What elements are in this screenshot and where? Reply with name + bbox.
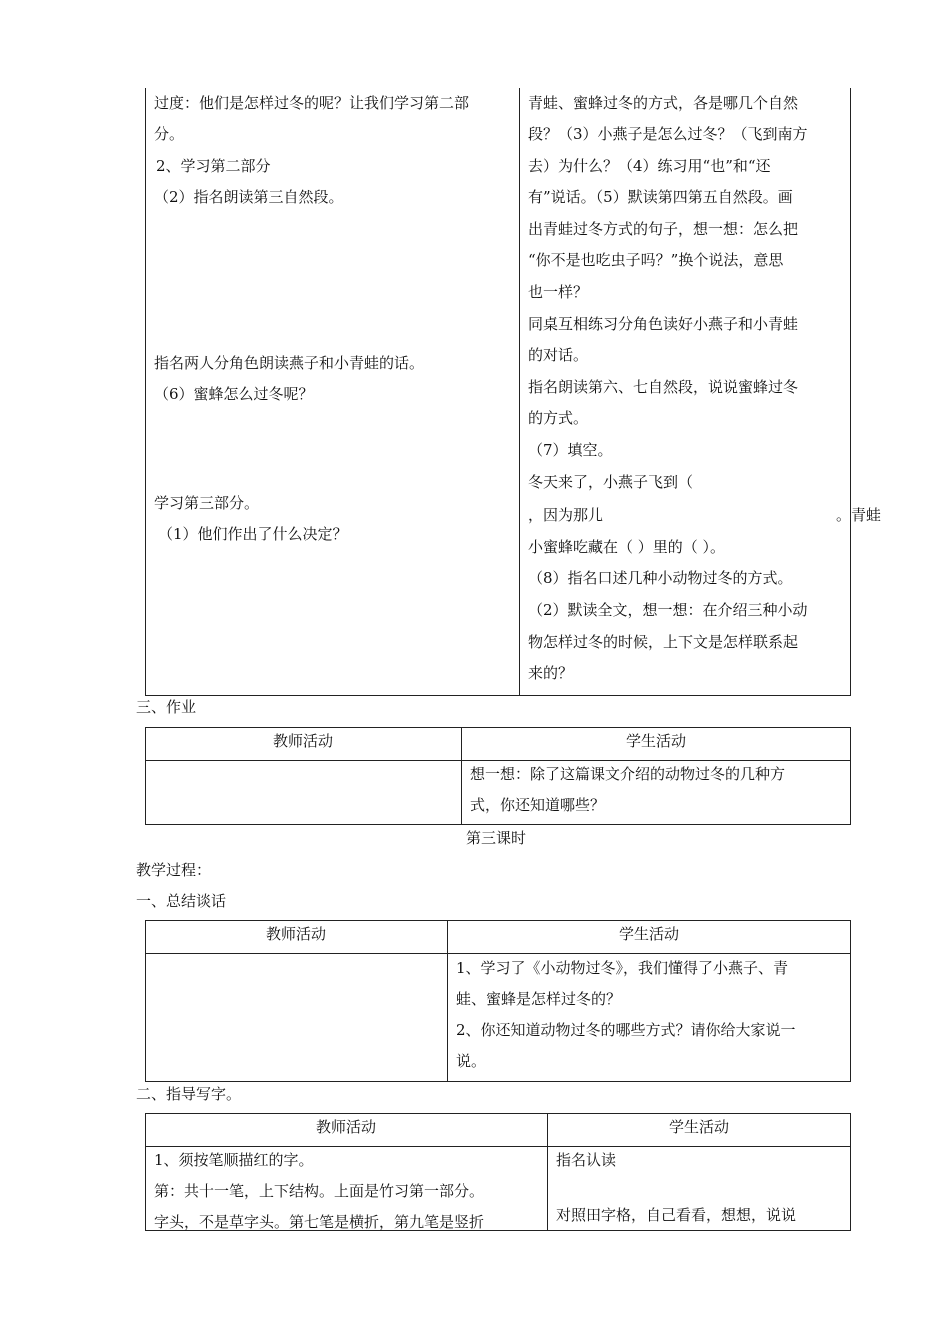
student-text-line: （8）指名口述几种小动物过冬的方式。 xyxy=(528,569,793,587)
student-text-line: 的方式。 xyxy=(528,409,589,427)
student-text-line: 去）为什么？（4）练习用“也”和“还 xyxy=(528,157,771,175)
student-text-line: 指名朗读第六、七自然段，说说蜜蜂过冬 xyxy=(528,378,799,396)
student-text-line: 的对话。 xyxy=(528,346,589,364)
header-teacher-activity: 教师活动 xyxy=(265,925,326,943)
teacher-text-line: （2）指名朗读第三自然段。 xyxy=(154,188,344,206)
process-label: 教学过程： xyxy=(136,861,212,879)
teacher-text-line: 1、须按笔顺描红的字。 xyxy=(154,1151,314,1169)
student-text-line: 1、学习了《小动物过冬》，我们懂得了小燕子、青 xyxy=(456,959,789,977)
header-teacher-activity: 教师活动 xyxy=(315,1118,376,1136)
student-text-line: 青蛙、蜜蜂过冬的方式，各是哪几个自然 xyxy=(528,94,799,112)
header-student-activity: 学生活动 xyxy=(668,1118,729,1136)
header-student-activity: 学生活动 xyxy=(625,732,686,750)
student-text-line: 也一样？ xyxy=(528,283,589,301)
table-divider xyxy=(447,920,448,1082)
teacher-text-line: 第：共十一笔，上下结构。上面是竹习第一部分。 xyxy=(154,1182,485,1200)
student-text-line: （7）填空。 xyxy=(528,441,613,459)
fill-blank-tail: 。青蛙 xyxy=(836,506,882,524)
student-text-line: 对照田字格，自己看看，想想，说说 xyxy=(556,1206,797,1224)
student-text-line: 式，你还知道哪些？ xyxy=(470,796,606,814)
student-text-line: 2、你还知道动物过冬的哪些方式？请你给大家说一 xyxy=(456,1021,796,1039)
lesson-title: 第三课时 xyxy=(466,829,527,847)
student-text-line: （2）默读全文，想一想：在介绍三种小动 xyxy=(528,601,808,619)
table-header-rule xyxy=(145,1146,851,1147)
student-text-line: 指名认读 xyxy=(556,1151,617,1169)
section-heading-summary: 一、总结谈话 xyxy=(136,892,227,910)
teacher-text-line: （6）蜜蜂怎么过冬呢？ xyxy=(154,385,314,403)
student-text-line: 物怎样过冬的时候，上下文是怎样联系起 xyxy=(528,633,799,651)
student-text-line: 冬天来了，小燕子飞到（ xyxy=(528,473,694,491)
teacher-text-line: 2、学习第二部分 xyxy=(156,157,271,175)
teacher-text-line: （1）他们作出了什么决定？ xyxy=(158,525,348,543)
table-header-rule xyxy=(145,760,851,761)
student-text-line: 同桌互相练习分角色读好小燕子和小青蛙 xyxy=(528,315,799,333)
header-teacher-activity: 教师活动 xyxy=(272,732,333,750)
table-header-rule xyxy=(145,953,851,954)
table-divider xyxy=(519,88,520,696)
section-heading-homework: 三、作业 xyxy=(136,698,197,716)
section-heading-writing: 二、指导写字。 xyxy=(136,1085,242,1103)
student-text-line: 想一想：除了这篇课文介绍的动物过冬的几种方 xyxy=(470,765,786,783)
teacher-text-line: 字头，不是草字头。第七笔是横折，第九笔是竖折 xyxy=(154,1213,485,1231)
teacher-text-line: 分。 xyxy=(154,125,185,143)
header-student-activity: 学生活动 xyxy=(618,925,679,943)
student-text-line: “你不是也吃虫子吗？”换个说法，意思 xyxy=(528,251,784,269)
student-text-line: 出青蛙过冬方式的句子，想一想：怎么把 xyxy=(528,220,799,238)
teacher-text-line: 过度：他们是怎样过冬的呢？让我们学习第二部 xyxy=(154,94,470,112)
student-text-line: 有”说话。（5）默读第四第五自然段。画 xyxy=(528,188,793,206)
student-text-line: 来的？ xyxy=(528,664,574,682)
teacher-text-line: 指名两人分角色朗读燕子和小青蛙的话。 xyxy=(154,354,425,372)
student-text-line: 说。 xyxy=(456,1052,487,1070)
student-text-line: ，因为那儿 xyxy=(528,506,604,524)
student-text-line: 小蜜蜂吃藏在（ ）里的（ ）。 xyxy=(528,538,726,556)
student-text-line: 蛙、蜜蜂是怎样过冬的？ xyxy=(456,990,622,1008)
teacher-text-line: 学习第三部分。 xyxy=(154,494,260,512)
student-text-line: 段？（3）小燕子是怎么过冬？（飞到南方 xyxy=(528,125,808,143)
